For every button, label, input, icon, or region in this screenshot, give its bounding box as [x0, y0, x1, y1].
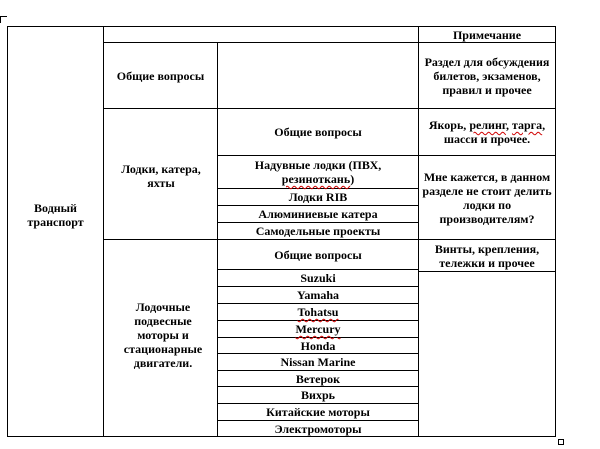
- item-text-misspelled: резиноткань: [281, 172, 351, 186]
- brand-chinese-motors: Китайские моторы: [266, 405, 370, 419]
- note-text-misspelled: тарга: [511, 118, 543, 132]
- brand-mercury: [218, 321, 418, 337]
- boats-item-aluminum: Алюминиевые катера: [258, 207, 378, 221]
- brand-nissan-marine: Nissan Marine: [280, 355, 356, 369]
- table-move-handle-icon[interactable]: [0, 16, 7, 23]
- brand-honda: Honda: [300, 338, 336, 353]
- brand-text: Tohatsu: [297, 305, 339, 319]
- boats-item-inflatable: [218, 156, 418, 188]
- category-water-transport: [8, 180, 103, 250]
- general-questions-label: Общие вопросы: [116, 68, 205, 83]
- brand-suzuki: Suzuki: [300, 271, 336, 285]
- brand-tohatsu: [218, 304, 418, 320]
- table-resize-handle-icon[interactable]: [558, 439, 564, 445]
- brand-vikhr: Вихрь: [301, 388, 335, 402]
- category-label: Водный транспорт: [27, 201, 84, 229]
- brand-yamaha: Yamaha: [296, 288, 339, 302]
- brand-text: Mercury: [295, 322, 341, 336]
- boats-items-note: Мне кажется, в данном разделе не стоит делить лодки по производителям?: [422, 169, 552, 226]
- boats-general-note: [421, 109, 553, 155]
- motors-general-label: Общие вопросы: [274, 247, 362, 262]
- note-header: Примечание: [452, 27, 522, 42]
- note-text: , шасси и прочее.: [443, 118, 546, 146]
- item-text: Надувные лодки (ПВХ,: [254, 158, 382, 172]
- note-text: ,: [505, 118, 509, 132]
- note-text-misspelled: релинг: [469, 118, 506, 132]
- brand-veterok: Ветерок: [295, 371, 341, 386]
- boats-general-label: Общие вопросы: [274, 125, 362, 139]
- general-note: Раздел для обсуждения билетов, экзаменов, правил и прочее: [424, 54, 550, 97]
- motors-general-note: Винты, крепления, тележки и прочее: [434, 241, 540, 270]
- motors-label: Лодочные подвесные моторы и стационарные двигатели.: [123, 300, 203, 370]
- item-text: ): [350, 172, 355, 186]
- boats-label: Лодки, катера, яхты: [121, 162, 201, 190]
- boats-item-rib: Лодки RIB: [288, 190, 348, 204]
- note-text: Якорь,: [428, 118, 467, 132]
- brand-electric-motors: Электромоторы: [274, 421, 362, 436]
- boats-item-homemade: Самодельные проекты: [255, 224, 381, 238]
